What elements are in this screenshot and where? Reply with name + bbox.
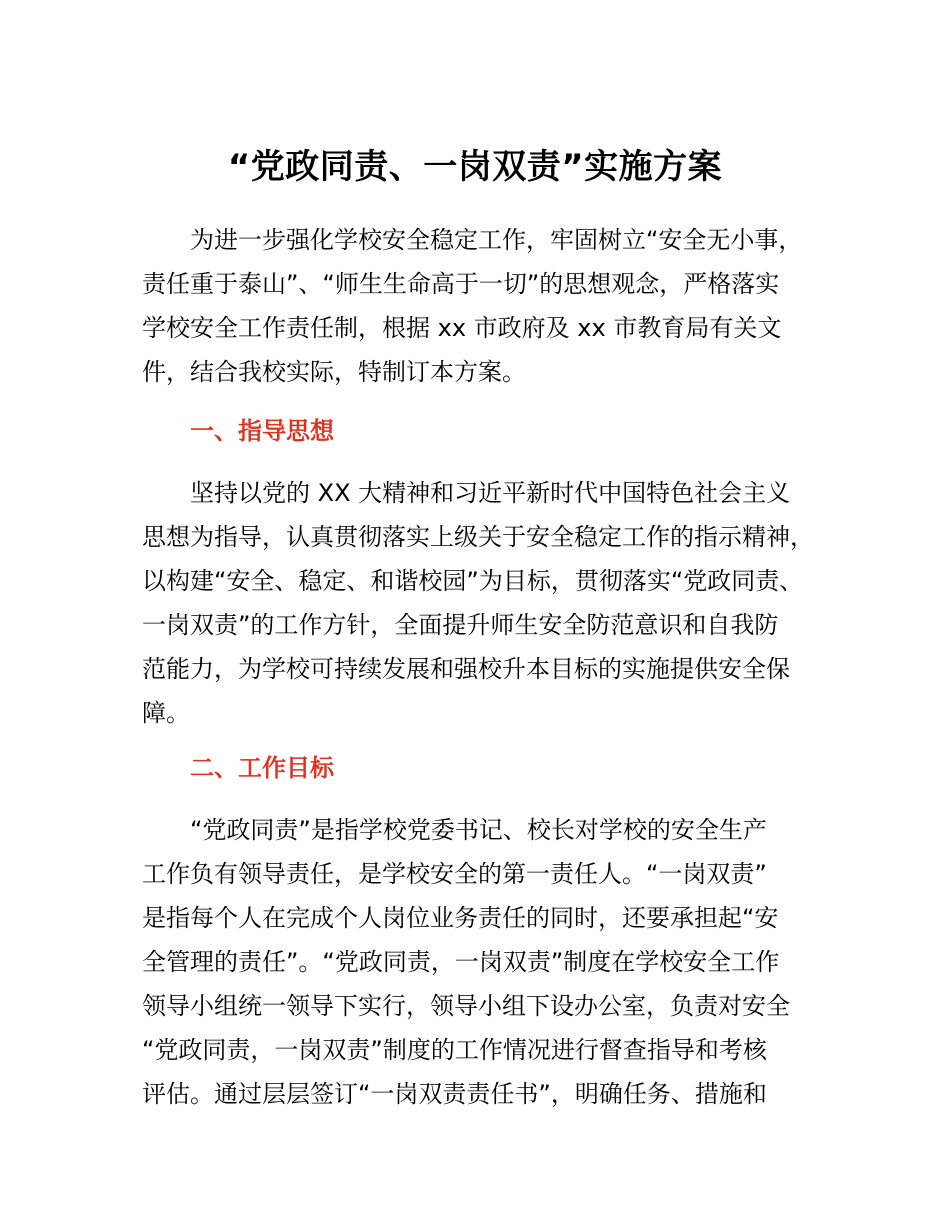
section2-line-3: 是指每个人在完成个人岗位业务责任的同时，还要承担起“安 (142, 904, 779, 932)
section-heading-guiding-ideology: 一、指导思想 (190, 417, 334, 445)
section2-line-2: 工作负有领导责任，是学校安全的第一责任人。“一岗双责” (142, 860, 767, 888)
intro-line-4: 件，结合我校实际，特制订本方案。 (142, 358, 526, 386)
section2-line-7: 评估。通过层层签订“一岗双责责任书”，明确任务、措施和 (142, 1080, 767, 1108)
intro-line-1: 为进一步强化学校安全稳定工作，牢固树立“安全无小事， (190, 226, 803, 254)
section2-line-1: “党政同责”是指学校党委书记、校长对学校的安全生产 (190, 816, 767, 844)
intro-line-2: 责任重于泰山”、“师生生命高于一切”的思想观念，严格落实 (142, 270, 780, 298)
section-heading-work-goals: 二、工作目标 (190, 754, 334, 782)
section1-line-5: 范能力，为学校可持续发展和强校升本目标的实施提供安全保 (142, 655, 790, 683)
section2-line-6: “党政同责，一岗双责”制度的工作情况进行督查指导和考核 (142, 1036, 767, 1064)
intro-line-3: 学校安全工作责任制，根据 xx 市政府及 xx 市教育局有关文 (142, 314, 782, 342)
section2-line-5: 领导小组统一领导下实行，领导小组下设办公室，负责对安全 (142, 992, 790, 1020)
section1-line-4: 一岗双责”的工作方针，全面提升师生安全防范意识和自我防 (142, 611, 779, 639)
section1-line-2: 思想为指导，认真贯彻落实上级关于安全稳定工作的指示精神， (142, 523, 814, 551)
section1-line-3: 以构建“安全、稳定、和谐校园”为目标，贯彻落实“党政同责、 (142, 567, 804, 595)
document-title: “党政同责、一岗双责”实施方案 (227, 147, 723, 187)
section1-line-6: 障。 (142, 699, 190, 727)
section2-line-4: 全管理的责任”。“党政同责，一岗双责”制度在学校安全工作 (142, 948, 780, 976)
section1-line-1: 坚持以党的 XX 大精神和习近平新时代中国特色社会主义 (190, 479, 791, 507)
